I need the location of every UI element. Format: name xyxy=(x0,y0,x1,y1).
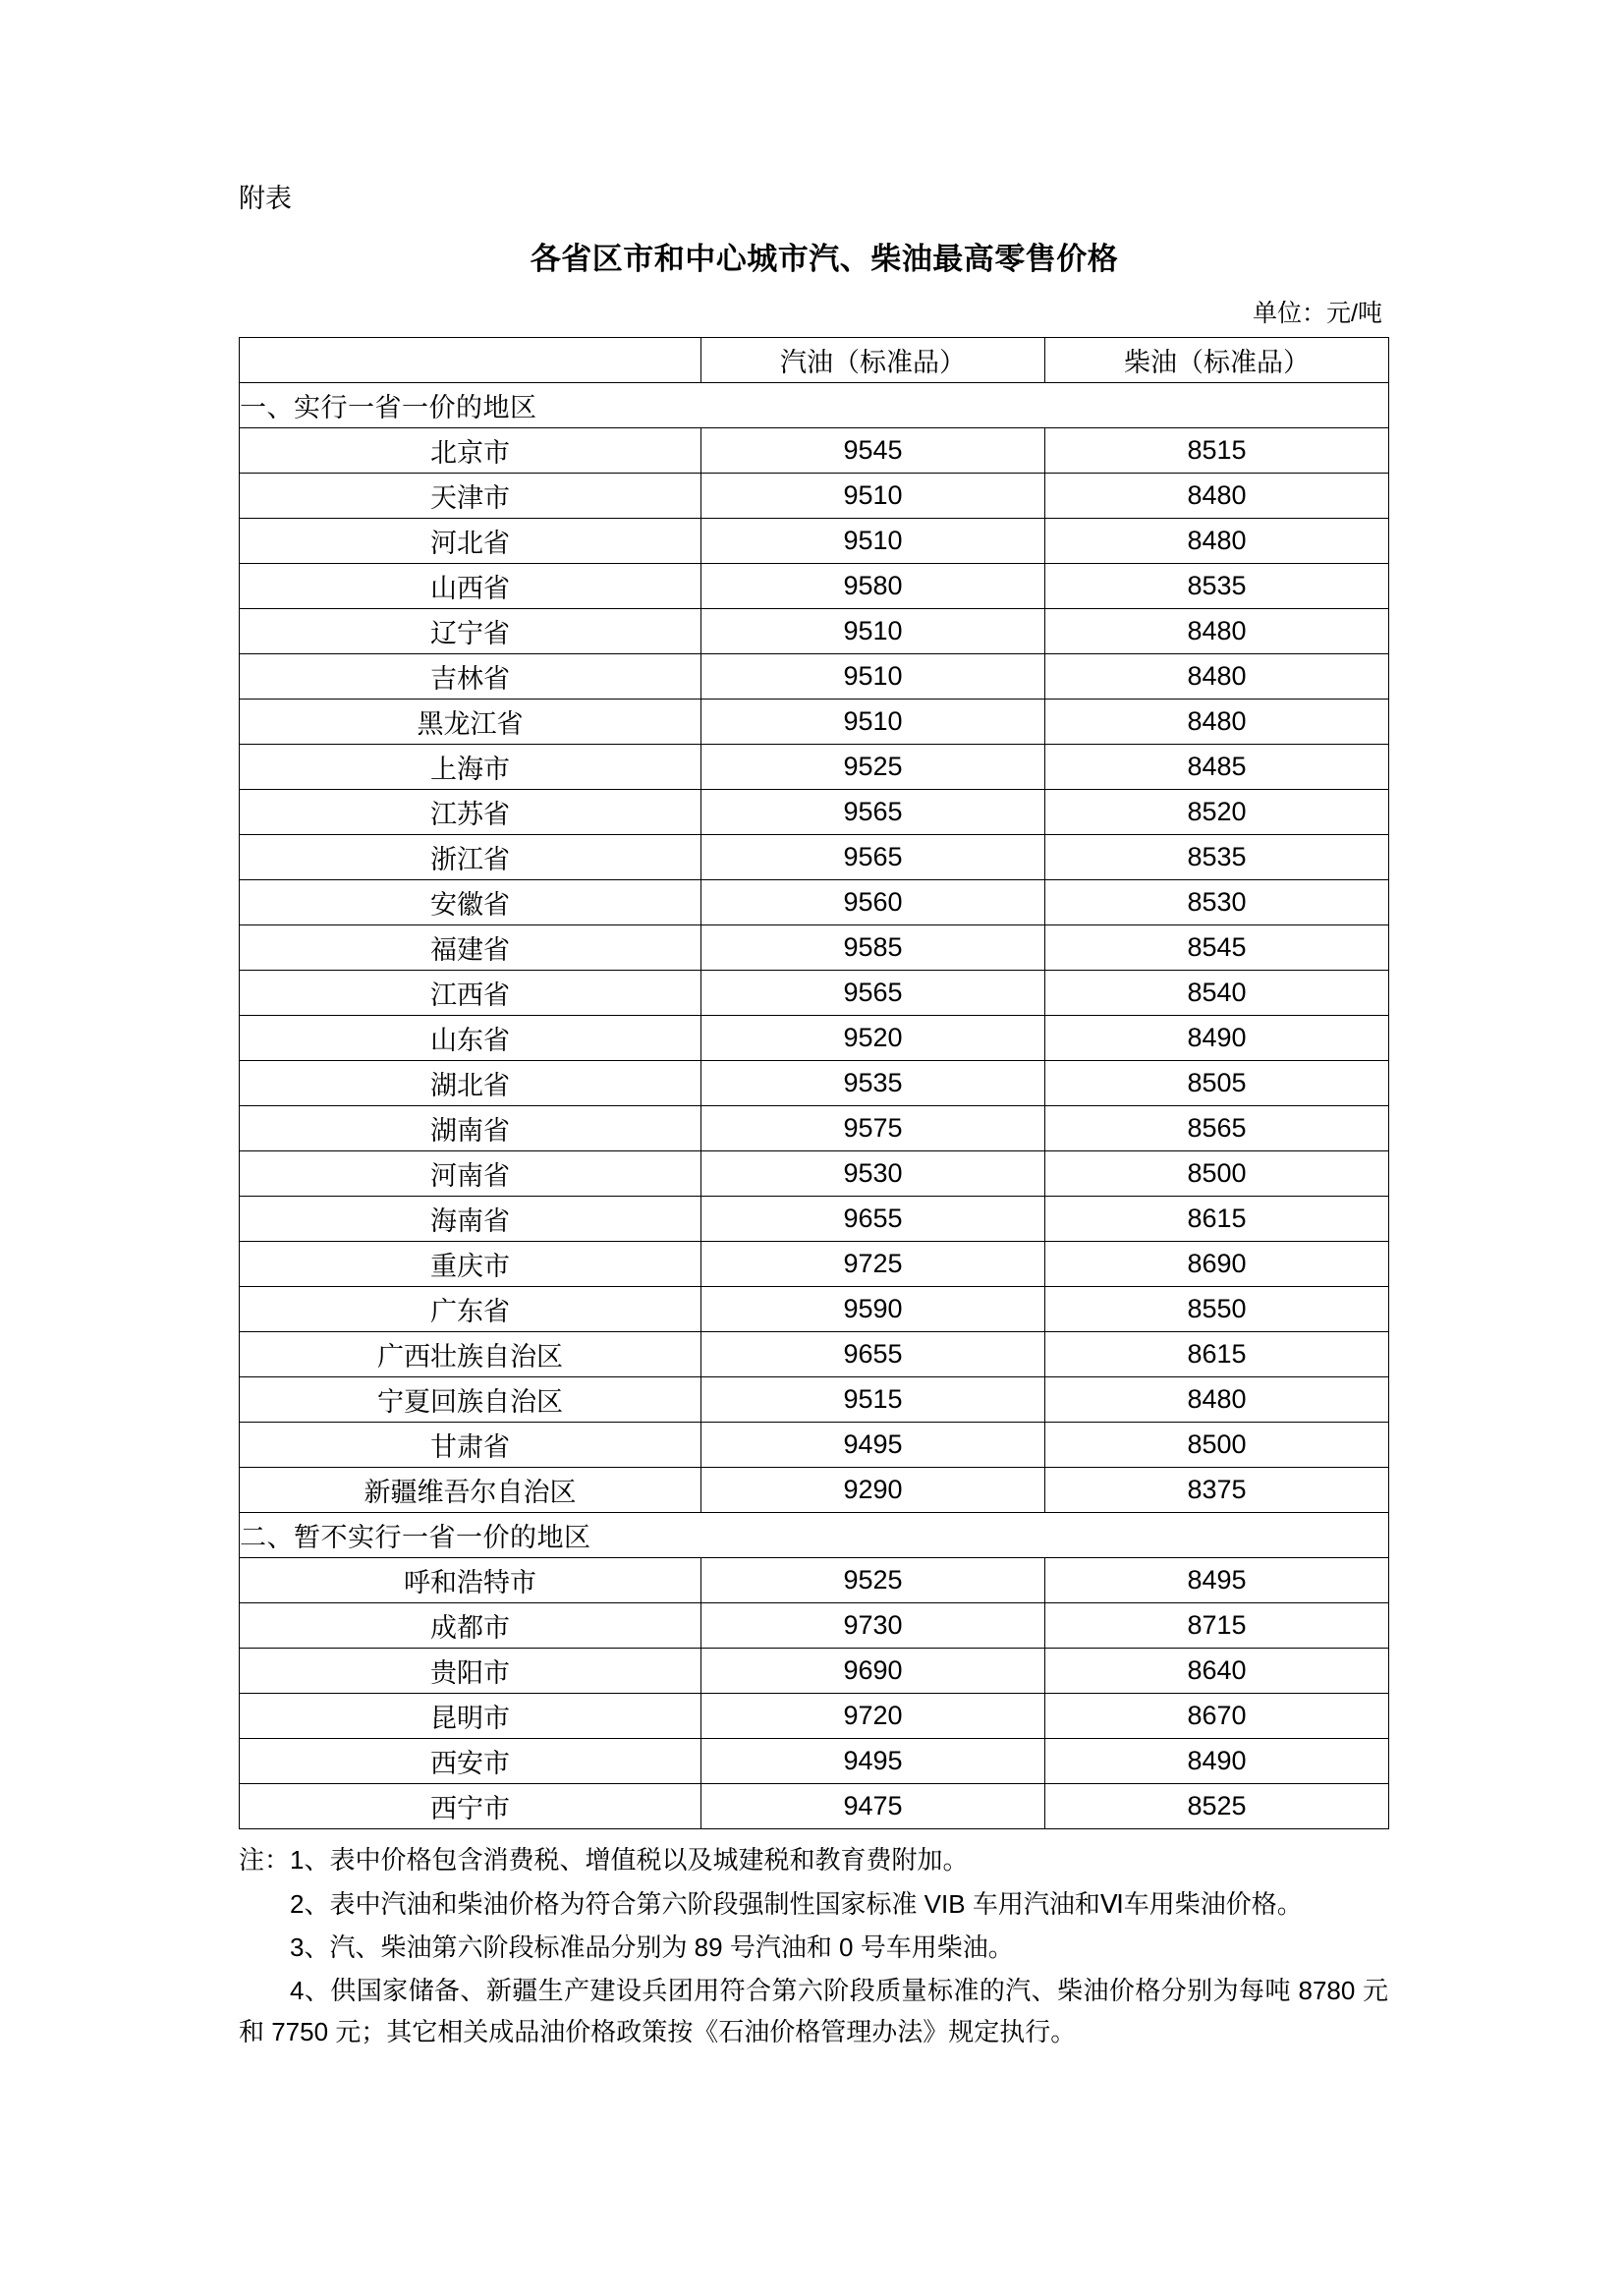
cell-diesel-price: 8670 xyxy=(1045,1694,1389,1739)
cell-gasoline-price: 9590 xyxy=(701,1287,1045,1332)
cell-gasoline-price: 9475 xyxy=(701,1784,1045,1829)
cell-region: 新疆维吾尔自治区 xyxy=(240,1468,701,1513)
table-row xyxy=(240,1151,1389,1197)
cell-region: 甘肃省 xyxy=(240,1423,701,1468)
cell-diesel-price: 8520 xyxy=(1045,790,1389,835)
table-row xyxy=(240,1287,1389,1332)
cell-region: 海南省 xyxy=(240,1197,701,1242)
note-item: 2、表中汽油和柴油价格为符合第六阶段强制性国家标准 VIB 车用汽油和Ⅵ车用柴油价格。 xyxy=(290,1888,1303,1919)
table-section-row xyxy=(240,383,1389,428)
cell-region: 成都市 xyxy=(240,1603,701,1649)
table-row xyxy=(240,1558,1389,1603)
note-item: 3、汽、柴油第六阶段标准品分别为 89 号汽油和 0 号车用柴油。 xyxy=(290,1932,1014,1962)
cell-diesel-price: 8480 xyxy=(1045,700,1389,745)
cell-region: 河南省 xyxy=(240,1151,701,1197)
section-heading: 一、实行一省一价的地区 xyxy=(240,383,1389,428)
cell-diesel-price: 8615 xyxy=(1045,1197,1389,1242)
document-content xyxy=(239,183,1388,2054)
cell-diesel-price: 8480 xyxy=(1045,654,1389,700)
notes-block xyxy=(239,1839,1388,2052)
cell-gasoline-price: 9510 xyxy=(701,609,1045,654)
column-header-region xyxy=(240,338,701,383)
cell-region: 湖北省 xyxy=(240,1061,701,1106)
cell-diesel-price: 8375 xyxy=(1045,1468,1389,1513)
cell-gasoline-price: 9725 xyxy=(701,1242,1045,1287)
table-row xyxy=(240,519,1389,564)
cell-region: 山东省 xyxy=(240,1016,701,1061)
price-table xyxy=(239,337,1389,1829)
table-row xyxy=(240,745,1389,790)
cell-region: 呼和浩特市 xyxy=(240,1558,701,1603)
cell-diesel-price: 8490 xyxy=(1045,1739,1389,1784)
cell-gasoline-price: 9580 xyxy=(701,564,1045,609)
cell-gasoline-price: 9655 xyxy=(701,1332,1045,1377)
table-row xyxy=(240,564,1389,609)
table-row xyxy=(240,790,1389,835)
table-row xyxy=(240,1061,1389,1106)
cell-region: 昆明市 xyxy=(240,1694,701,1739)
cell-diesel-price: 8480 xyxy=(1045,519,1389,564)
cell-gasoline-price: 9565 xyxy=(701,790,1045,835)
cell-gasoline-price: 9585 xyxy=(701,925,1045,971)
page-title: 各省区市和中心城市汽、柴油最高零售价格 xyxy=(530,242,1119,277)
cell-region: 重庆市 xyxy=(240,1242,701,1287)
cell-diesel-price: 8530 xyxy=(1045,880,1389,925)
cell-gasoline-price: 9525 xyxy=(701,745,1045,790)
cell-gasoline-price: 9720 xyxy=(701,1694,1045,1739)
cell-diesel-price: 8535 xyxy=(1045,835,1389,880)
cell-gasoline-price: 9530 xyxy=(701,1151,1045,1197)
table-row xyxy=(240,474,1389,519)
table-row xyxy=(240,609,1389,654)
cell-diesel-price: 8500 xyxy=(1045,1151,1389,1197)
cell-region: 湖南省 xyxy=(240,1106,701,1151)
cell-region: 宁夏回族自治区 xyxy=(240,1377,701,1423)
cell-diesel-price: 8535 xyxy=(1045,564,1389,609)
cell-diesel-price: 8550 xyxy=(1045,1287,1389,1332)
cell-diesel-price: 8565 xyxy=(1045,1106,1389,1151)
cell-gasoline-price: 9730 xyxy=(701,1603,1045,1649)
table-row xyxy=(240,1784,1389,1829)
cell-region: 浙江省 xyxy=(240,835,701,880)
column-header-gasoline: 汽油（标准品） xyxy=(701,338,1045,383)
unit-label: 单位：元/吨 xyxy=(1253,300,1382,328)
cell-gasoline-price: 9690 xyxy=(701,1649,1045,1694)
table-row xyxy=(240,1377,1389,1423)
table-header-row xyxy=(240,338,1389,383)
cell-region: 江苏省 xyxy=(240,790,701,835)
cell-region: 江西省 xyxy=(240,971,701,1016)
section-heading: 二、暂不实行一省一价的地区 xyxy=(240,1513,1389,1558)
cell-region: 北京市 xyxy=(240,428,701,474)
cell-diesel-price: 8640 xyxy=(1045,1649,1389,1694)
cell-region: 福建省 xyxy=(240,925,701,971)
cell-gasoline-price: 9575 xyxy=(701,1106,1045,1151)
table-row xyxy=(240,835,1389,880)
table-row xyxy=(240,1106,1389,1151)
attachment-label: 附表 xyxy=(239,184,292,213)
cell-gasoline-price: 9545 xyxy=(701,428,1045,474)
cell-region: 山西省 xyxy=(240,564,701,609)
cell-gasoline-price: 9510 xyxy=(701,519,1045,564)
cell-region: 广东省 xyxy=(240,1287,701,1332)
cell-gasoline-price: 9510 xyxy=(701,654,1045,700)
cell-gasoline-price: 9495 xyxy=(701,1423,1045,1468)
table-row xyxy=(240,1694,1389,1739)
cell-gasoline-price: 9565 xyxy=(701,835,1045,880)
cell-gasoline-price: 9655 xyxy=(701,1197,1045,1242)
table-header xyxy=(240,338,1389,383)
cell-diesel-price: 8505 xyxy=(1045,1061,1389,1106)
cell-region: 天津市 xyxy=(240,474,701,519)
table-row xyxy=(240,1197,1389,1242)
cell-diesel-price: 8540 xyxy=(1045,971,1389,1016)
cell-gasoline-price: 9560 xyxy=(701,880,1045,925)
cell-region: 上海市 xyxy=(240,745,701,790)
cell-gasoline-price: 9510 xyxy=(701,700,1045,745)
cell-region: 贵阳市 xyxy=(240,1649,701,1694)
cell-diesel-price: 8715 xyxy=(1045,1603,1389,1649)
cell-diesel-price: 8480 xyxy=(1045,1377,1389,1423)
table-row xyxy=(240,1016,1389,1061)
cell-diesel-price: 8485 xyxy=(1045,745,1389,790)
cell-diesel-price: 8490 xyxy=(1045,1016,1389,1061)
cell-diesel-price: 8480 xyxy=(1045,609,1389,654)
table-row xyxy=(240,880,1389,925)
table-body xyxy=(240,383,1389,1829)
table-row xyxy=(240,1242,1389,1287)
cell-diesel-price: 8495 xyxy=(1045,1558,1389,1603)
table-row xyxy=(240,428,1389,474)
cell-diesel-price: 8545 xyxy=(1045,925,1389,971)
cell-gasoline-price: 9565 xyxy=(701,971,1045,1016)
cell-diesel-price: 8525 xyxy=(1045,1784,1389,1829)
column-header-diesel: 柴油（标准品） xyxy=(1045,338,1389,383)
cell-region: 辽宁省 xyxy=(240,609,701,654)
cell-gasoline-price: 9495 xyxy=(701,1739,1045,1784)
table-row xyxy=(240,700,1389,745)
cell-diesel-price: 8500 xyxy=(1045,1423,1389,1468)
cell-diesel-price: 8515 xyxy=(1045,428,1389,474)
table-section-row xyxy=(240,1513,1389,1558)
table-row xyxy=(240,654,1389,700)
cell-diesel-price: 8690 xyxy=(1045,1242,1389,1287)
table-row xyxy=(240,971,1389,1016)
note-item: 注：1、表中价格包含消费税、增值税以及城建税和教育费附加。 xyxy=(239,1845,969,1876)
cell-gasoline-price: 9510 xyxy=(701,474,1045,519)
cell-diesel-price: 8480 xyxy=(1045,474,1389,519)
cell-region: 广西壮族自治区 xyxy=(240,1332,701,1377)
cell-region: 西宁市 xyxy=(240,1784,701,1829)
cell-gasoline-price: 9535 xyxy=(701,1061,1045,1106)
cell-diesel-price: 8615 xyxy=(1045,1332,1389,1377)
cell-gasoline-price: 9290 xyxy=(701,1468,1045,1513)
table-row xyxy=(240,1332,1389,1377)
table-row xyxy=(240,1468,1389,1513)
cell-gasoline-price: 9525 xyxy=(701,1558,1045,1603)
table-row xyxy=(240,1423,1389,1468)
cell-gasoline-price: 9520 xyxy=(701,1016,1045,1061)
table-row xyxy=(240,925,1389,971)
table-row xyxy=(240,1603,1389,1649)
note-item: 4、供国家储备、新疆生产建设兵团用符合第六阶段质量标准的汽、柴油价格分别为每吨 8780 元和 7750 元；其它相关成品油价格政策按《石油价格管理办法》规定执行。 xyxy=(239,1975,1388,2046)
table-row xyxy=(240,1649,1389,1694)
cell-region: 西安市 xyxy=(240,1739,701,1784)
cell-region: 安徽省 xyxy=(240,880,701,925)
table-row xyxy=(240,1739,1389,1784)
cell-gasoline-price: 9515 xyxy=(701,1377,1045,1423)
cell-region: 吉林省 xyxy=(240,654,701,700)
cell-region: 河北省 xyxy=(240,519,701,564)
cell-region: 黑龙江省 xyxy=(240,700,701,745)
